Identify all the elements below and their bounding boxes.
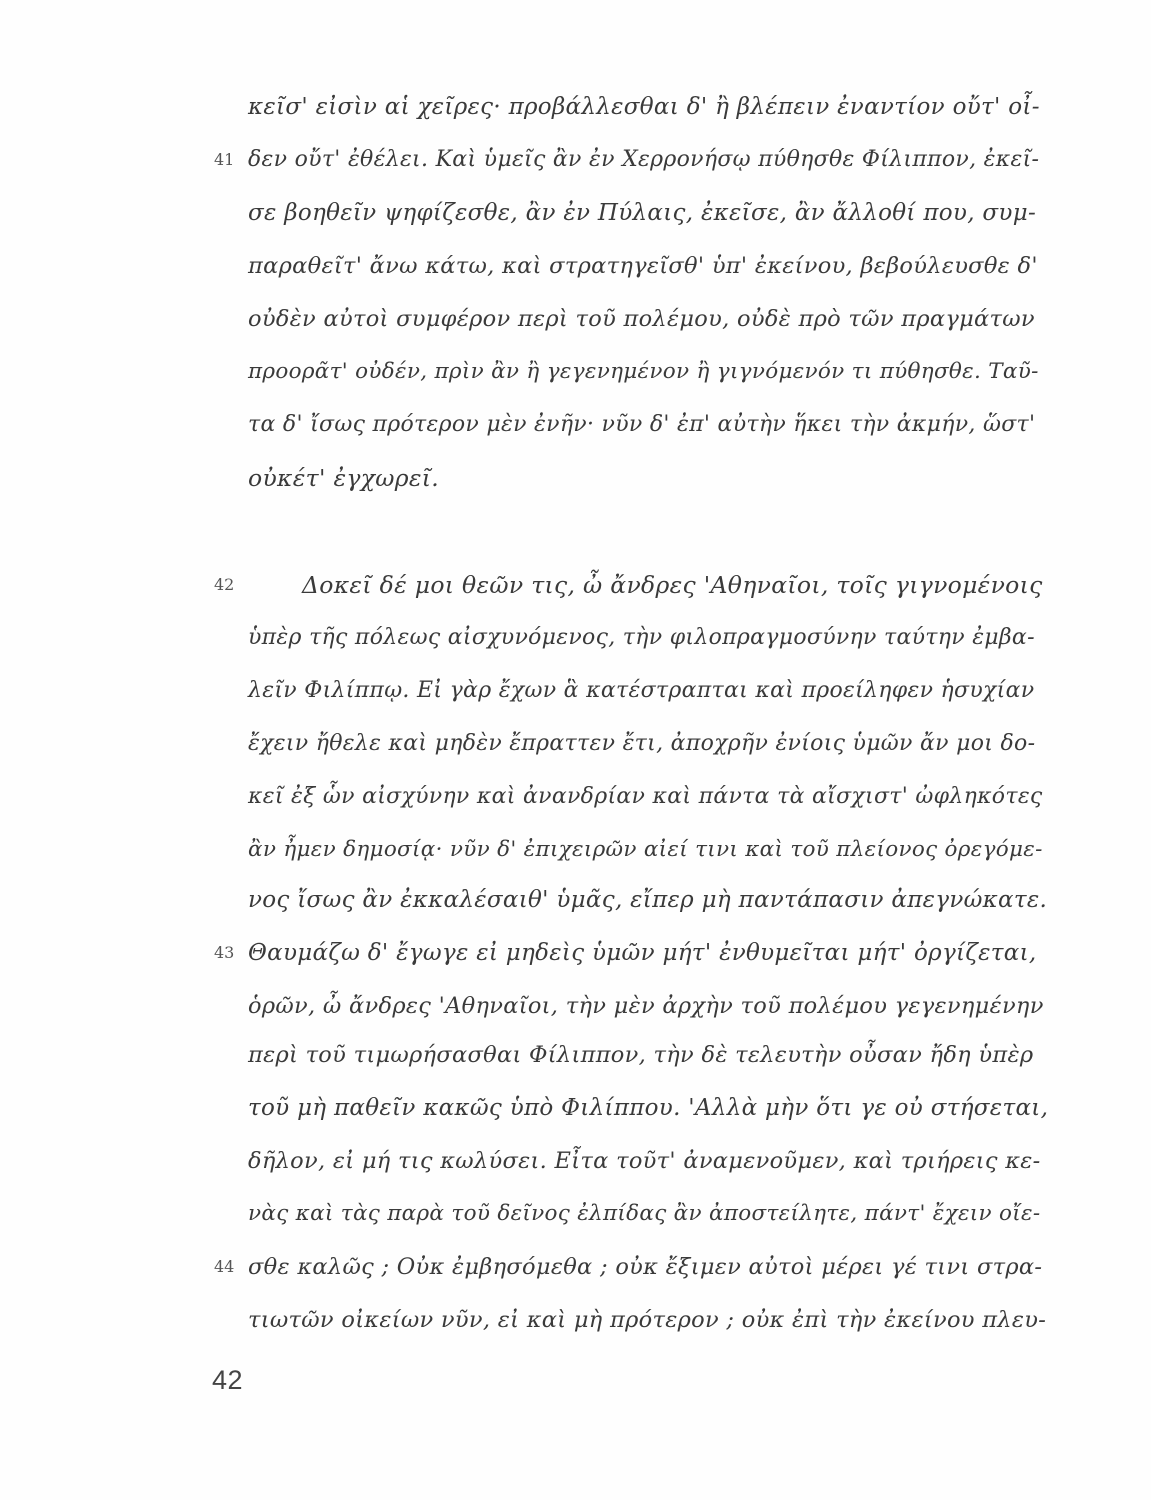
paragraph-first-line: Δοκεῖ δέ μοι θεῶν τις, ὦ ἄνδρες 'Αθηναῖοι, τοῖς γιγνομένοις	[302, 571, 1043, 599]
text-line: τα δ' ἴσως πρότερον μὲν ἐνῆν· νῦν δ' ἐπ' αὐτὴν ἥκει τὴν ἀκμήν, ὥστ'	[248, 412, 1036, 437]
text-line: περὶ τοῦ τιμωρήσασθαι Φίλιππον, τὴν δὲ τελευτὴν οὖσαν ἤδη ὑπὲρ	[248, 1042, 1034, 1068]
text-line: προορᾶτ' οὐδέν, πρὶν ἂν ἢ γεγενημένον ἢ γιγνόμενόν τι πύθησθε. Ταῦ-	[248, 359, 1039, 384]
page-number: 42	[212, 1365, 244, 1395]
text-line: κεῖσ' εἰσὶν αἱ χεῖρες· προβάλλεσθαι δ' ἢ βλέπειν ἐναντίον οὔτ' οἶ-	[248, 94, 1040, 120]
section-number-44: 44	[214, 1257, 235, 1276]
text-line: νὰς καὶ τὰς παρὰ τοῦ δεῖνος ἐλπίδας ἂν ἀποστείλητε, πάντ' ἔχειν οἴε-	[248, 1201, 1041, 1226]
text-line: ὑπὲρ τῆς πόλεως αἰσχυνόμενος, τὴν φιλοπραγμοσύνην ταύτην ἐμβα-	[248, 625, 1035, 650]
text-line: τοῦ μὴ παθεῖν κακῶς ὑπὸ Φιλίππου. 'Αλλὰ μὴν ὅτι γε οὐ στήσεται,	[248, 1095, 1049, 1121]
section-number-43: 43	[214, 943, 235, 962]
text-line: οὐδὲν αὐτοὶ συμφέρον περὶ τοῦ πολέμου, οὐδὲ πρὸ τῶν πραγμάτων	[248, 306, 1035, 332]
text-line: κεῖ ἐξ ὧν αἰσχύνην καὶ ἀνανδρίαν καὶ πάντα τὰ αἴσχιστ' ὠφληκότες	[248, 784, 1043, 809]
text-line: λεῖν Φιλίππῳ. Εἰ γὰρ ἔχων ἃ κατέστραπται καὶ προείληφεν ἡσυχίαν	[248, 678, 1035, 703]
text-line: δεν οὔτ' ἐθέλει. Καὶ ὑμεῖς ἂν ἐν Χερρονήσῳ πύθησθε Φίλιππον, ἐκεῖ-	[248, 147, 1040, 172]
text-line: δῆλον, εἰ μή τις κωλύσει. Εἶτα τοῦτ' ἀναμενοῦμεν, καὶ τριήρεις κε-	[248, 1148, 1041, 1174]
text-line: τιωτῶν οἰκείων νῦν, εἰ καὶ μὴ πρότερον ; οὐκ ἐπὶ τὴν ἐκείνου πλευ-	[248, 1307, 1047, 1333]
text-line: σε βοηθεῖν ψηφίζεσθε, ἂν ἐν Πύλαις, ἐκεῖσε, ἂν ἄλλοθί που, συμ-	[248, 200, 1037, 226]
text-line: ὁρῶν, ὦ ἄνδρες 'Αθηναῖοι, τὴν μὲν ἀρχὴν τοῦ πολέμου γεγενημένην	[248, 993, 1044, 1019]
text-line: οὐκέτ' ἐγχωρεῖ.	[248, 464, 440, 492]
text-line: Θαυμάζω δ' ἔγωγε εἰ μηδεὶς ὑμῶν μήτ' ἐνθυμεῖται μήτ' ὀργίζεται,	[248, 940, 1037, 966]
section-number-41: 41	[214, 150, 235, 169]
text-line: σθε καλῶς ; Οὐκ ἐμβησόμεθα ; οὐκ ἔξιμεν αὐτοὶ μέρει γέ τινι στρα-	[248, 1254, 1043, 1280]
text-line: ἔχειν ἤθελε καὶ μηδὲν ἔπραττεν ἔτι, ἀποχρῆν ἐνίοις ὑμῶν ἄν μοι δο-	[248, 731, 1036, 756]
text-line: ἂν ἦμεν δημοσίᾳ· νῦν δ' ἐπιχειρῶν αἰεί τινι καὶ τοῦ πλείονος ὀρεγόμε-	[248, 837, 1043, 862]
text-line: νος ἴσως ἂν ἐκκαλέσαιθ' ὑμᾶς, εἴπερ μὴ παντάπασιν ἀπεγνώκατε.	[248, 887, 1048, 913]
text-line: παραθεῖτ' ἄνω κάτω, καὶ στρατηγεῖσθ' ὑπ' ἐκείνου, βεβούλευσθε δ'	[248, 253, 1038, 279]
section-number-42: 42	[214, 575, 235, 594]
